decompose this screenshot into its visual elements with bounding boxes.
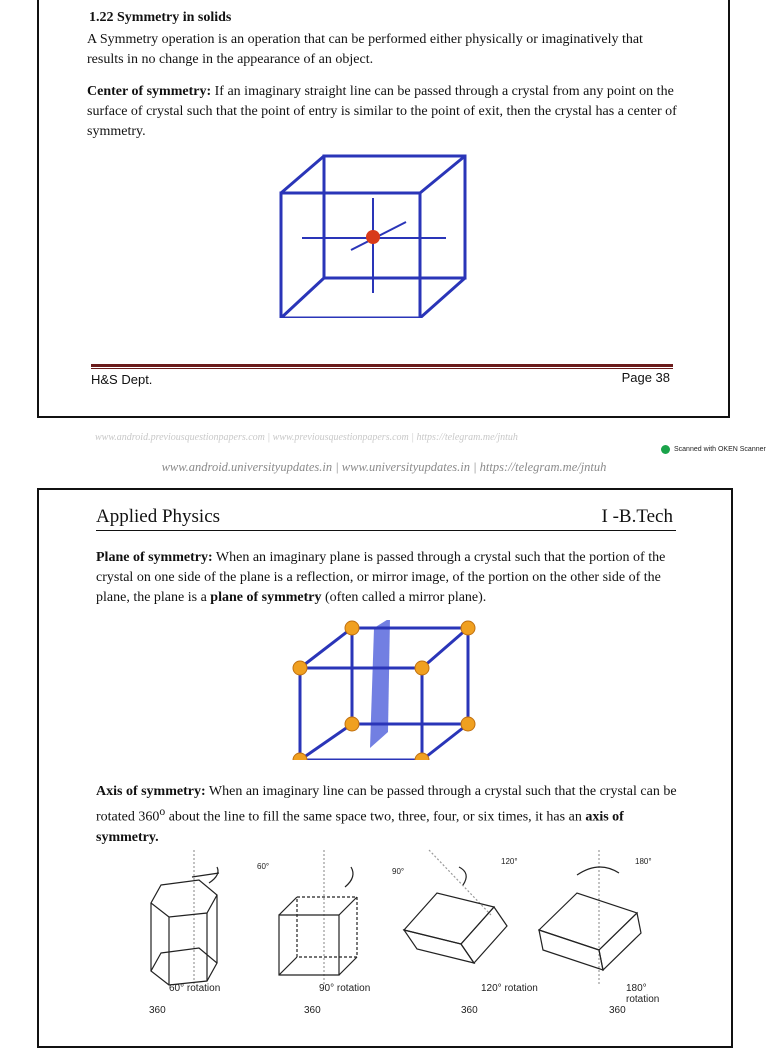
plane-of-symmetry-term: Plane of symmetry: [96,550,213,565]
caption-90-rotation: 90° rotation [319,983,371,994]
plane-of-symmetry-figure [290,620,480,760]
angle-label-180: 180° [635,857,652,866]
footer-page-number: Page 38 [621,370,670,385]
axis-bold-term: axis of symmetry. [96,809,624,845]
plane-bold-term: plane of symmetry [210,590,322,605]
center-of-symmetry-term: Center of symmetry: [87,84,212,99]
faded-url-line: www.android.previousquestionpapers.com | www.previousquestionpapers.com | https://telegram.me/jntuh [95,432,518,443]
axis-of-symmetry-paragraph [96,782,678,848]
scanner-logo-icon [661,445,670,454]
rhombohedron-120-shape [404,850,507,963]
hexagonal-prism-shape [151,850,219,985]
caption-60-rotation: 60° rotation [169,983,221,994]
plane-of-symmetry-paragraph [96,548,678,608]
header-course: I -B.Tech [601,506,673,527]
cut-label-2: 360 [304,1005,321,1016]
caption-120-rotation: 120° rotation [481,983,538,994]
axis-text-part2: about the line to fill the same space two, three, four, or six times, it has an [165,809,586,825]
center-of-symmetry-paragraph [87,82,679,142]
footer-department: H&S Dept. [91,372,153,387]
footer-rule [91,364,673,367]
symmetry-operation-paragraph: A Symmetry operation is an operation that can be performed either physically or imaginatively that results in no change in the appearance of an object. [87,32,643,67]
footer-rule-thin [91,368,673,369]
axis-of-symmetry-term: Axis of symmetry: [96,784,206,799]
watermark-urls: www.android.universityupdates.in | www.universityupdates.in | https://telegram.me/jntuh [161,460,607,474]
plane-text-part2: (often called a mirror plane). [321,590,487,605]
center-of-symmetry-text: If an imaginary straight line can be passed through a crystal from any point on the surface of crystal such that the point of entry is similar to the point of exit, then the crystal has a center of symmetry. [87,84,677,139]
mirror-plane [370,620,390,748]
degree-mark: o [159,805,166,818]
cube-shape [279,850,357,985]
angle-label-60: 60° [257,862,270,871]
cut-label-1: 360 [149,1005,166,1016]
cut-label-3: 360 [461,1005,478,1016]
plane-text-part1: When an imaginary plane is passed through a crystal such that the portion of the crystal on one side of the plane is a reflection, or mirror image, of the portion on the other side of the plane, the plane is a [96,550,666,605]
rhombohedron-180-shape [539,850,641,985]
document-page-39 [37,488,733,1048]
angle-label-90: 90° [392,867,405,876]
scanner-stamp-text: Scanned with OKEN Scanner [674,446,766,453]
cut-label-4: 360 [609,1005,626,1016]
center-point [366,230,380,244]
caption-180-rotation: 180° rotation [626,983,660,1005]
document-page-38 [37,0,730,418]
axis-text-part1: When an imaginary line can be passed through a crystal such that the crystal can be rotated 360 [96,784,677,825]
angle-label-120: 120° [501,857,518,866]
scanner-stamp [661,445,766,454]
header-subject: Applied Physics [96,506,221,527]
section-heading: 1.22 Symmetry in solids [89,10,232,25]
header-rule [96,530,676,531]
center-of-symmetry-figure [276,148,476,318]
